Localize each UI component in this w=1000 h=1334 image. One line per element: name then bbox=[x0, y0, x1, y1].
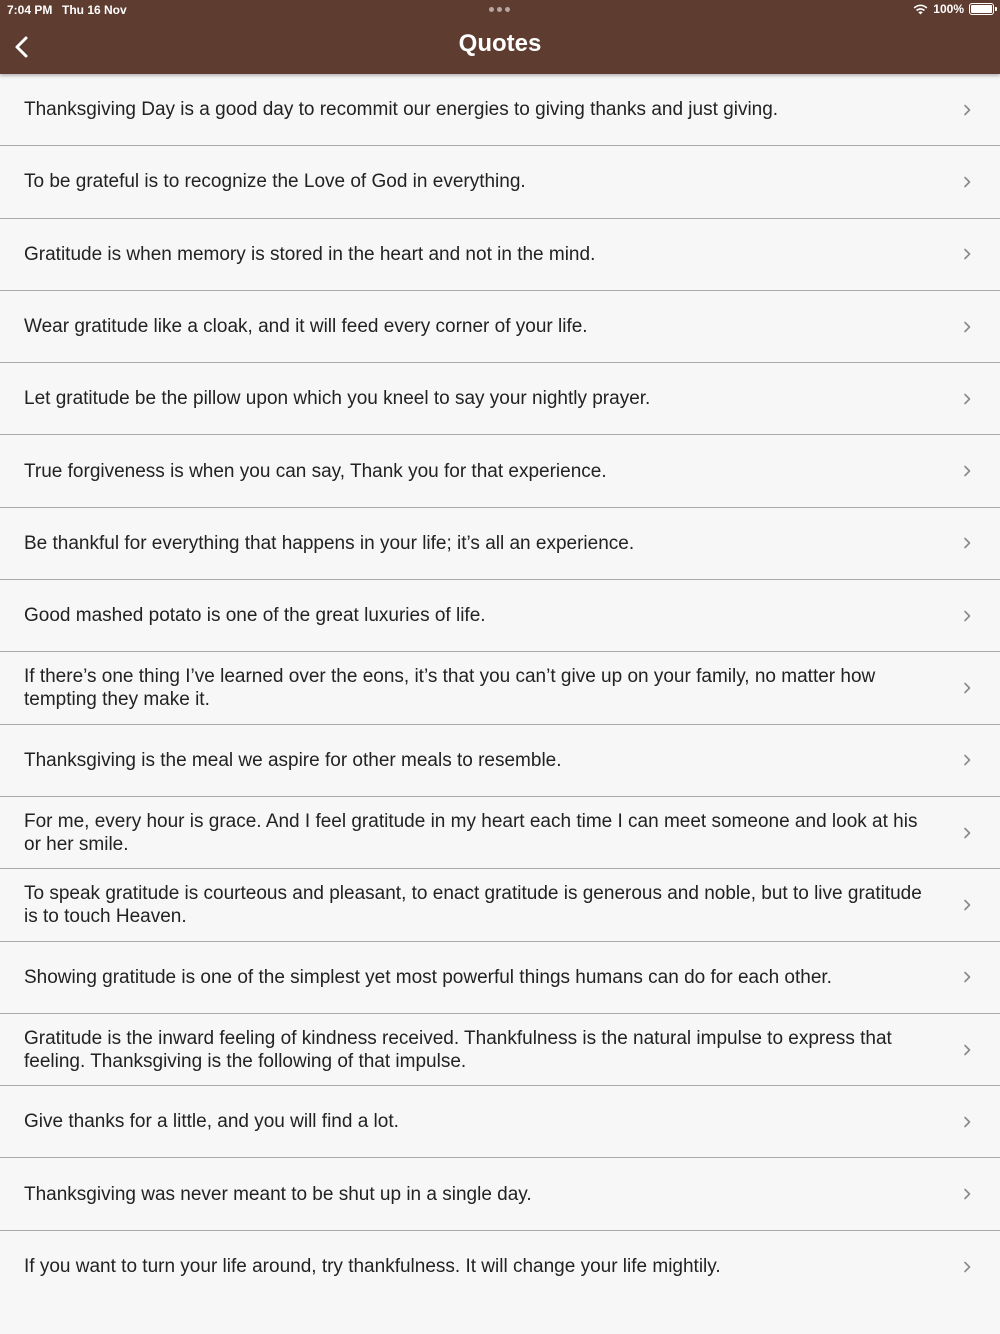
chevron-right-icon bbox=[962, 898, 972, 912]
quote-row[interactable] bbox=[0, 435, 1000, 507]
quote-row[interactable] bbox=[0, 725, 1000, 797]
status-date: Thu 16 Nov bbox=[62, 3, 127, 17]
quote-text: Showing gratitude is one of the simplest yet most powerful things humans can do for each other. bbox=[24, 966, 832, 988]
chevron-right-icon bbox=[962, 392, 972, 406]
chevron-right-icon bbox=[962, 464, 972, 478]
quote-text: To be grateful is to recognize the Love of God in everything. bbox=[24, 171, 526, 193]
chevron-right-icon bbox=[962, 609, 972, 623]
quote-text: To speak gratitude is courteous and pleasant, to enact gratitude is generous and noble, but to live gratitude is to touch Heaven. bbox=[24, 882, 922, 927]
navigation-bar bbox=[0, 0, 1000, 74]
chevron-right-icon bbox=[962, 1187, 972, 1201]
quote-text: Give thanks for a little, and you will find a lot. bbox=[24, 1111, 399, 1133]
wifi-icon bbox=[913, 4, 928, 15]
chevron-right-icon bbox=[962, 1043, 972, 1057]
quote-text: Good mashed potato is one of the great luxuries of life. bbox=[24, 605, 486, 627]
quote-row[interactable] bbox=[0, 1231, 1000, 1303]
quote-text: Thanksgiving Day is a good day to recommit our energies to giving thanks and just giving. bbox=[24, 99, 779, 121]
quote-row[interactable] bbox=[0, 508, 1000, 580]
chevron-right-icon bbox=[962, 826, 972, 840]
quote-text: If there’s one thing I’ve learned over the eons, it’s that you can’t give up on your family, no matter how tempting they make it. bbox=[24, 666, 876, 711]
quote-row[interactable] bbox=[0, 869, 1000, 941]
quote-text: Thanksgiving is the meal we aspire for other meals to resemble. bbox=[24, 749, 562, 771]
chevron-right-icon bbox=[962, 247, 972, 261]
chevron-right-icon bbox=[962, 681, 972, 695]
quote-row[interactable] bbox=[0, 1158, 1000, 1230]
chevron-right-icon bbox=[962, 753, 972, 767]
quote-text: Let gratitude be the pillow upon which you kneel to say your nightly prayer. bbox=[24, 388, 651, 410]
chevron-right-icon bbox=[962, 320, 972, 334]
chevron-right-icon bbox=[962, 175, 972, 189]
quote-row[interactable] bbox=[0, 363, 1000, 435]
quote-text: Gratitude is the inward feeling of kindness received. Thankfulness is the natural impulse to express that feeling. Thanksgiving is the following of that impulse. bbox=[24, 1027, 892, 1072]
quote-row[interactable] bbox=[0, 580, 1000, 652]
battery-icon bbox=[969, 3, 994, 15]
quote-row[interactable] bbox=[0, 1014, 1000, 1086]
quote-row[interactable] bbox=[0, 219, 1000, 291]
quote-text: Thanksgiving was never meant to be shut up in a single day. bbox=[24, 1183, 532, 1205]
battery-percent: 100% bbox=[933, 2, 964, 16]
quote-text: For me, every hour is grace. And I feel gratitude in my heart each time I can meet someone and look at his or her smile. bbox=[24, 810, 918, 855]
quote-row[interactable] bbox=[0, 652, 1000, 724]
chevron-right-icon bbox=[962, 103, 972, 117]
quote-row[interactable] bbox=[0, 1086, 1000, 1158]
quote-text: Wear gratitude like a cloak, and it will feed every corner of your life. bbox=[24, 316, 588, 338]
quote-row[interactable] bbox=[0, 797, 1000, 869]
status-indicators bbox=[913, 2, 994, 16]
chevron-right-icon bbox=[962, 1115, 972, 1129]
chevron-right-icon bbox=[962, 970, 972, 984]
status-time: 7:04 PM bbox=[7, 3, 53, 17]
quote-text: If you want to turn your life around, try thankfulness. It will change your life mightily. bbox=[24, 1256, 721, 1278]
quote-text: Gratitude is when memory is stored in the heart and not in the mind. bbox=[24, 243, 596, 265]
chevron-right-icon bbox=[962, 536, 972, 550]
quote-row[interactable] bbox=[0, 942, 1000, 1014]
quote-row[interactable] bbox=[0, 146, 1000, 218]
quote-list bbox=[0, 74, 1000, 1303]
quote-row[interactable] bbox=[0, 74, 1000, 146]
quote-text: Be thankful for everything that happens in your life; it’s all an experience. bbox=[24, 532, 635, 554]
page-title: Quotes bbox=[458, 30, 542, 57]
quote-text: True forgiveness is when you can say, Thank you for that experience. bbox=[24, 460, 607, 482]
quote-row[interactable] bbox=[0, 291, 1000, 363]
multitasking-dots-icon[interactable] bbox=[489, 7, 510, 12]
chevron-right-icon bbox=[962, 1260, 972, 1274]
